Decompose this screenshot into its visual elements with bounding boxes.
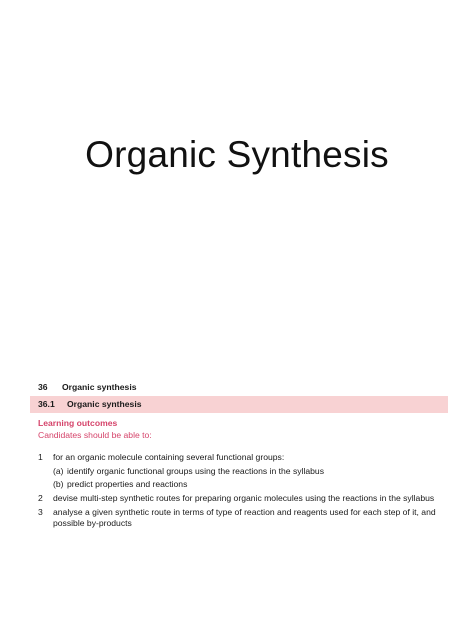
outcome-item-1 bbox=[38, 452, 448, 490]
outcome-text: analyse a given synthetic route in terms of type of reaction and reagents used for each step of it, and possible by-products bbox=[53, 506, 436, 528]
section-title: Organic synthesis bbox=[62, 381, 137, 392]
outcome-text: for an organic molecule containing several functional groups: bbox=[53, 452, 285, 462]
subsection-title: Organic synthesis bbox=[67, 399, 142, 410]
subitem-text: identify organic functional groups using the reactions in the syllabus bbox=[67, 465, 325, 476]
outcome-number: 3 bbox=[38, 506, 43, 517]
outcome-subitem-a bbox=[53, 466, 448, 477]
outcomes-list bbox=[30, 452, 448, 528]
outcome-item-3 bbox=[38, 507, 448, 528]
syllabus-section bbox=[30, 379, 448, 531]
learning-outcomes-intro: Candidates should be able to: bbox=[38, 430, 152, 440]
subitem-label: (b) bbox=[53, 479, 64, 490]
page-title: Organic Synthesis bbox=[85, 134, 389, 175]
learning-outcomes-heading: Learning outcomes bbox=[38, 418, 118, 428]
subsection-heading-band bbox=[30, 396, 448, 413]
section-heading bbox=[30, 379, 448, 395]
subitem-label: (a) bbox=[53, 465, 64, 476]
section-number: 36 bbox=[38, 381, 48, 392]
outcome-subitem-b bbox=[53, 479, 448, 490]
subitem-text: predict properties and reactions bbox=[67, 479, 188, 490]
outcome-subitems bbox=[53, 466, 448, 490]
outcome-text: devise multi-step synthetic routes for preparing organic molecules using the reactions in the syllabus bbox=[53, 493, 435, 504]
outcome-item-2 bbox=[38, 493, 448, 504]
subsection-number: 36.1 bbox=[38, 399, 55, 410]
outcome-number: 2 bbox=[38, 493, 43, 504]
outcome-number: 1 bbox=[38, 452, 43, 462]
